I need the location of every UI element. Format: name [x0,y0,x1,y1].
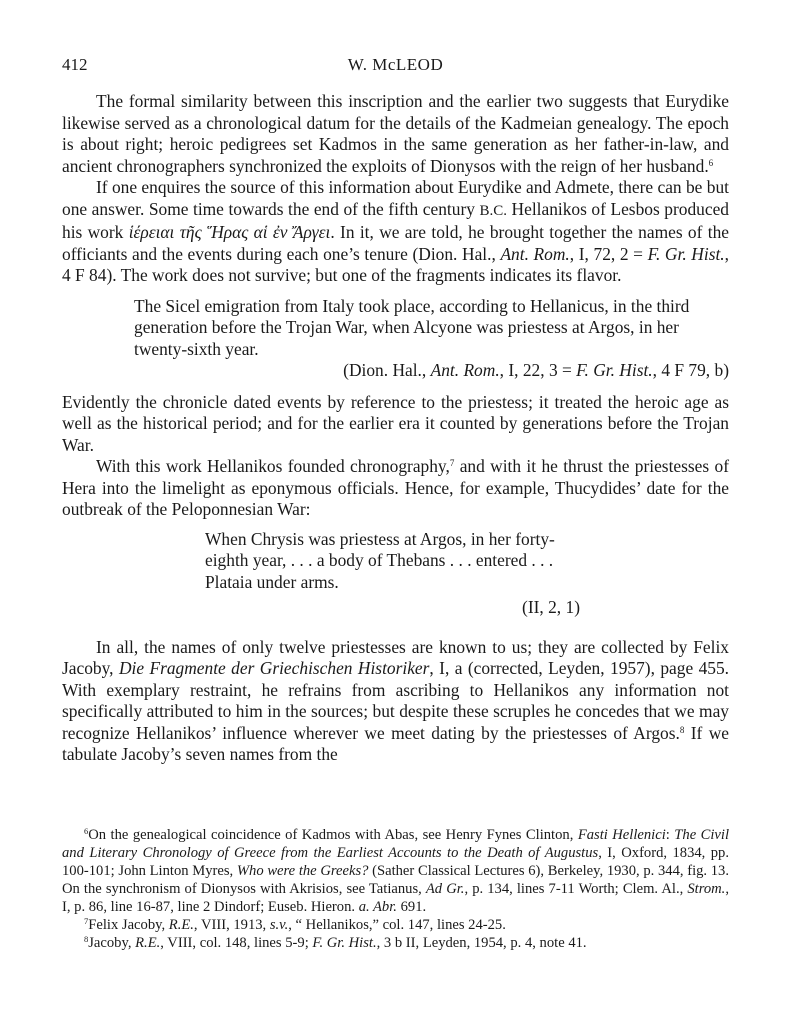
footnote-ref-6[interactable]: 6 [708,157,714,168]
era-abbrev: B.C. [479,202,507,219]
footnote-8: $^8$Jacoby, R.E., VIII, col. 148, lines 5-9; F. Gr. Hist., 3 b II, Leyden, 1954, p. 4, note 41. [84,934,587,951]
block-quote-2 [205,529,580,619]
page [62,50,729,766]
footnote-ref-8[interactable]: 8 [679,724,685,735]
running-head: W. McLEOD [347,55,444,74]
page-header [62,50,729,78]
paragraph-5: In all, the names of only twelve priestesses are known to us; they are collected by Felix Jacoby, Die Fragmente der Griechischen Historiker, I, a (corrected, Leyden, 1957), page 455. With exemplary restraint, he refrains from ascribing to Hellanikos any information not specifically attributed to him in the sources; but despite these scruples he concedes that we may recognize Hellanikos’ influence wherever we meet dating by the priestesses of Argos.$^8$ If we tabulate Jacoby’s seven names from the [62,636,730,764]
footnote-ref-7[interactable]: 7 [449,458,455,468]
quote-1-citation: (Dion. Hal., Ant. Rom., I, 22, 3 = F. Gr. Hist., 4 F 79, b) [343,360,729,380]
greek-title: ἱέρειαι τῆς Ἥρας αἱ ἐν Ἄργει [128,222,331,242]
paragraph-2: If one enquires the source of this information about Eurydike and Admete, there can be but one answer. Some time towards the end of the fifth century B.C. Hellanikos of Lesbos produced his work ἱέρειαι τῆς Ἥρας αἱ ἐν Ἄργει. In it, we are told, he brought together the names of the officiants and the events during each one’s tenure (Dion. Hal., Ant. Rom., I, 72, 2 = F. Gr. Hist., 4 F 84). The work does not survive; but one of the fragments indicates its flavor. [62,177,729,285]
quote-2-citation: (II, 2, 1) [522,597,580,617]
body-text-3 [62,637,729,766]
book-title: Die Fragmente der Griechischen Historiker [118,658,430,678]
footnote-6: $^6$On the genealogical coincidence of Kadmos with Abas, see Henry Fynes Clinton, Fasti Hellenici: The Civil and Literary Chronology of Greece from the Earliest Accounts to the Death of Augustus, I, Oxford, 1834, pp. 100-101; John Linton Myres, Who were the Greeks? (Sather Classical Lectures 6), Berkeley, 1930, p. 344, fig. 13. On the synchronism of Dionysos with Akrisios, see Tatianus, Ad Gr., p. 134, lines 7-11 Worth; Clem. Al., Strom., I, p. 86, line 16-87, line 2 Dindorf; Euseb. Hieron. a. Abr. 691. [62,826,730,915]
body-text-2 [62,392,729,521]
block-quote-1 [134,296,729,382]
paragraph-3: Evidently the chronicle dated events by reference to the priestess; it treated the heroic age as well as the historical period; and for the earlier era it counted by generations before the Trojan War. [62,391,729,455]
body-text [62,91,729,287]
quote-2-text: When Chrysis was priestess at Argos, in her forty-eighth year, . . . a body of Thebans . . . entered . . . Plataia under arms. [205,528,555,592]
footnote-7: $^7$Felix Jacoby, R.E., VIII, 1913, s.v., “ Hellanikos,” col. 147, lines 24-25. [84,916,506,933]
paragraph-4: With this work Hellanikos founded chronography,$^7$ and with it he thrust the priestesses of Hera into the limelight as eponymous officials. Hence, for example, Thucydides’ date for the outbreak of the Peloponnesian War: [62,456,729,519]
quote-1-text: The Sicel emigration from Italy took place, according to Hellanicus, in the third generation before the Trojan War, when Alcyone was priestess at Argos, in her twenty-sixth year. [134,295,690,359]
footnotes [62,826,729,952]
paragraph-1: The formal similarity between this inscription and the earlier two suggests that Eurydike likewise served as a chronological datum for the details of the Kadmeian genealogy. The epoch is about right; heroic pedigrees set Kadmos in the same generation as her father-in-law, and ancient chronographers synchronized the exploits of Dionysos with the reign of her husband.$^6$ [62,91,729,176]
page-number: 412 [62,55,88,74]
